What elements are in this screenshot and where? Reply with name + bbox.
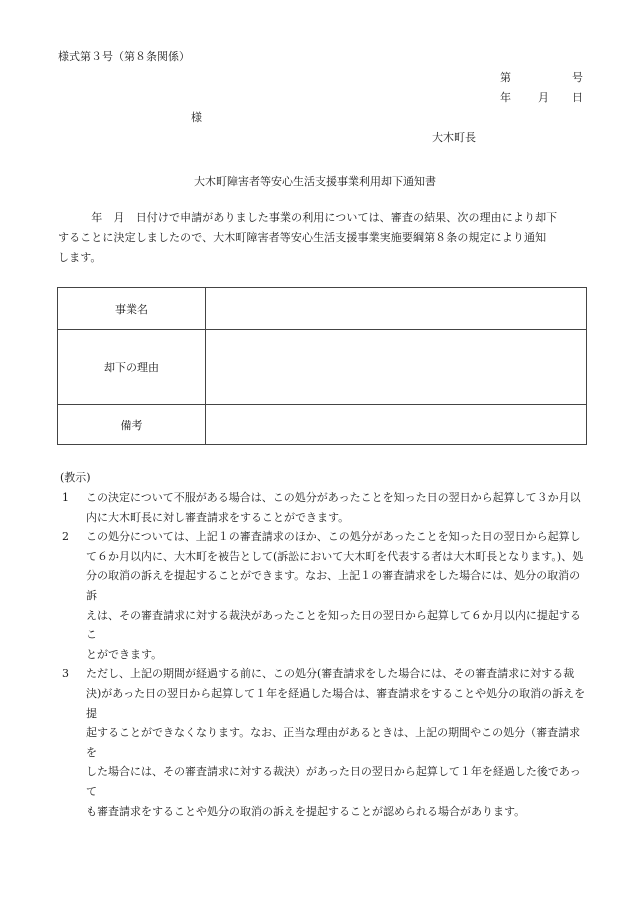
note-text: この決定について不服がある場合は、この処分があったことを知った日の翌日から起算して３か月以 内に大木町長に対し審査請求をすることができます。 xyxy=(86,491,581,524)
row-label-rejection-reason: 却下の理由 xyxy=(58,330,206,405)
addressee-honorific: 様 xyxy=(191,111,202,124)
list-item xyxy=(62,488,590,527)
table-row xyxy=(58,330,587,405)
note-number: 2 xyxy=(62,530,69,544)
instructions-heading: (教示) xyxy=(60,471,91,484)
details-table xyxy=(57,287,587,445)
row-value-remarks xyxy=(206,405,587,445)
note-number: 3 xyxy=(62,667,69,681)
row-label-remarks: 備考 xyxy=(58,405,206,445)
form-number-label: 様式第３号（第８条関係） xyxy=(58,50,190,63)
note-text: この処分については、上記１の審査請求のほか、この処分があったことを知った日の翌日から起算し て６か月以内に、大木町を被告として(訴訟において大木町を代表する者は大木町長となります。)、処 分の取消の訴えを提起することができます。なお、上記１の審査請求をした場合には、処分の取消の訴 えは、その審査請求に対する裁決があったことを知った日の翌日から起算して６か月以内に提起するこ とができます。 xyxy=(86,530,584,661)
row-value-rejection-reason xyxy=(206,330,587,405)
list-item xyxy=(62,664,590,821)
note-text: ただし、上記の期間が経過する前に、この処分(審査請求をした場合には、その審査請求に対する裁 決)があった日の翌日から起算して１年を経過した場合は、審査請求をすることや処分の取消の訴えを提 起することができなくなります。なお、正当な理由があるときは、上記の期間やこの処分（審査請求を した場合には、その審査請求に対する裁決）があった日の翌日から起算して１年を経過した後であって も審査請求をすることや処分の取消の訴えを提起することが認められる場合があります。 xyxy=(86,667,586,818)
row-label-business-name: 事業名 xyxy=(58,288,206,330)
document-number-prefix: 第 xyxy=(500,71,511,84)
document-title: 大木町障害者等安心生活支援事業利用却下通知書 xyxy=(194,175,436,188)
date-day-label: 日 xyxy=(572,91,583,104)
note-number: 1 xyxy=(62,491,69,504)
instructions-list xyxy=(62,488,590,821)
list-item xyxy=(62,527,590,664)
date-year-label: 年 xyxy=(500,91,511,104)
table-row xyxy=(58,288,587,330)
table-row xyxy=(58,405,587,445)
body-paragraph: 年 月 日付けで申請がありました事業の利用については、審査の結果、次の理由により却下 することに決定しましたので、大木町障害者等安心生活支援事業実施要綱第８条の規定により通知 します。 xyxy=(58,211,558,264)
date-month-label: 月 xyxy=(538,91,549,104)
document-number-suffix: 号 xyxy=(572,71,583,84)
sender-name: 大木町長 xyxy=(432,131,476,144)
row-value-business-name xyxy=(206,288,587,330)
